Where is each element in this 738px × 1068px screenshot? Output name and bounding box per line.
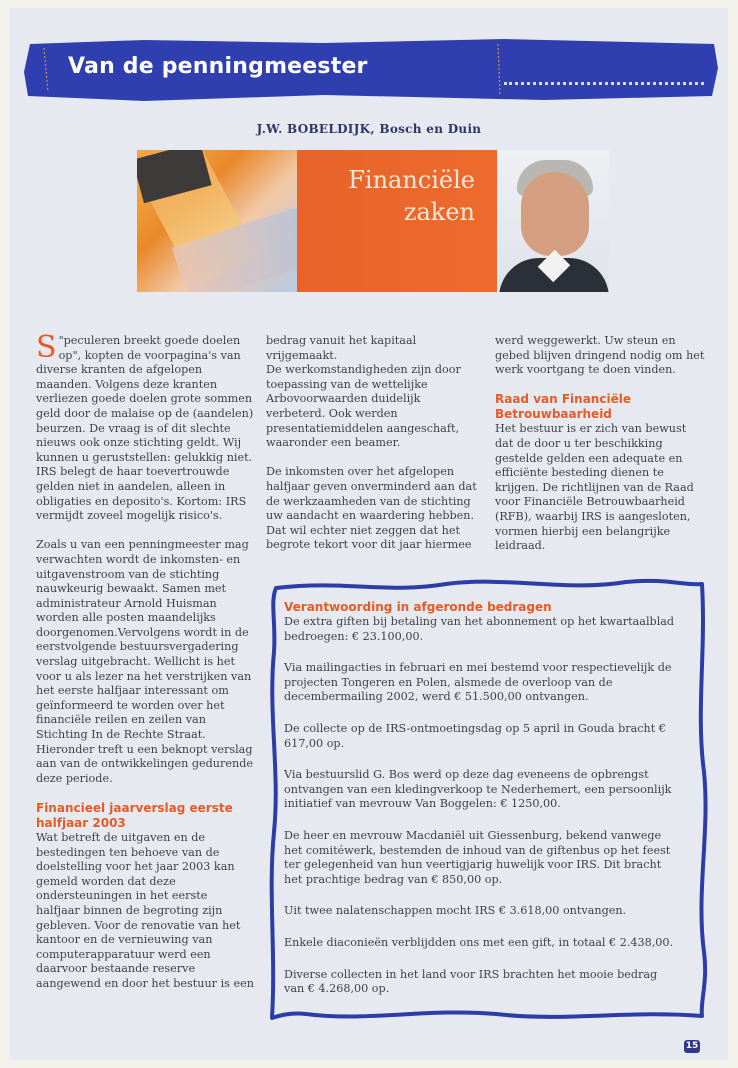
- header-banner: [24, 38, 720, 102]
- header-image: [137, 150, 609, 292]
- paragraph: Zoals u van een penningmeester mag verwachten wordt de inkomsten- en uitgavenstroom van de stichting nauwkeurig bewaakt. Samen met administrateur Arnold Huisman worden alle posten maandelijks doorgenomen.Vervolgens wordt in de eerstvolgende bestuursvergadering verslag uitgebracht. Wellicht is het voor u als lezer na het verstrijken van het eerste halfjaar interessant om geïnformeerd te worden over het financiële reilen en zeilen van Stichting In de Rechte Straat. Hieronder treft u een beknopt verslag aan van de ontwikkelingen gedurende deze periode.: [36, 538, 253, 785]
- banknotes-image: [137, 150, 297, 292]
- image-caption-line2: zaken: [403, 198, 475, 226]
- account-item: De heer en mevrouw Macdaniël uit Giessenburg, bekend vanwege het comitéwerk, bestemden de inhoud van de giftenbus op het feest ter gelegenheid van hun veertigjarig huwelijk voor IRS. Dit bracht het prachtige bedrag van € 850,00 op.: [284, 828, 671, 886]
- account-item: De collecte op de IRS-ontmoetingsdag op 5 april in Gouda bracht € 617,00 op.: [284, 721, 666, 750]
- paragraph: De inkomsten over het afgelopen halfjaar geven onverminderd aan dat de werkzaamheden van de stichting uw aandacht en waardering hebben. Dat wil echter niet zeggen dat het begrote tekort voor dit jaar hiermee: [266, 465, 477, 552]
- paragraph: De werkomstandigheden zijn door toepassing van de wettelijke Arbovoorwaarden duidelijk verbeterd. Ook werden presentatiemiddelen aangeschaft, waaronder een beamer.: [266, 363, 461, 450]
- paragraph: Wat betreft de uitgaven en de bestedingen ten behoeve van de doelstelling voor het jaar 2003 kan gemeld worden dat deze ondersteuningen in het eerste halfjaar binnen de begroting zijn gebleven. Voor de renovatie van het kantoor en de vernieuwing van computerapparatuur werd een daarvoor bestaande reserve aangewend en door het bestuur is een: [36, 831, 254, 990]
- account-item: De extra giften bij betaling van het abonnement op het kwartaalblad bedroegen: € 23.100,00.: [284, 615, 675, 643]
- dropcap: S: [36, 330, 57, 365]
- account-item: Uit twee nalatenschappen mocht IRS € 3.618,00 ontvangen.: [284, 904, 627, 918]
- intro-paragraph: " S peculeren breekt goede doelen op", kopten de voorpagina's van diverse kranten de afgelopen maanden. Volgens deze kranten verliezen goede doelen grote sommen geld door de malaise op de (aandelen) beurzen. De vraag is of dit slechte nieuws ook onze stichting geldt. Wij kunnen u geruststellen: gelukkig niet. IRS belegt de haar toevertrouwde gelden niet in aandelen, alleen in obligaties en deposito's. Kortom: IRS vermijdt zoveel mogelijk risico's.: [36, 330, 254, 523]
- account-item: Diverse collecten in het land voor IRS brachten het mooie bedrag van € 4.268,00 op.: [284, 967, 658, 996]
- author-byline: J.W. BOBELDIJK, Bosch en Duin: [256, 122, 482, 136]
- box-heading: Verantwoording in afgeronde bedragen: [284, 600, 552, 614]
- section-heading: Raad van Financiële Betrouwbaarheid: [495, 392, 631, 422]
- account-item: Enkele diaconieën verblijdden ons met een gift, in totaal € 2.438,00.: [284, 935, 674, 949]
- page-number: 15: [685, 1041, 699, 1051]
- image-caption-panel: [297, 150, 497, 292]
- page-title: Van de penningmeester: [68, 54, 368, 79]
- column-1: [36, 330, 254, 1006]
- account-item: Via bestuurslid G. Bos werd op deze dag eveneens de opbrengst ontvangen van een kledingverkoop te Nederhemert, een persoonlijk initiatief van mevrouw Van Boggelen: € 1250,00.: [284, 768, 672, 811]
- image-caption-line1: Financiële: [348, 166, 475, 194]
- accounts-list: [284, 600, 680, 1014]
- column-3: [495, 334, 707, 568]
- image-caption: [305, 164, 475, 228]
- accounts-box: [266, 572, 710, 1024]
- paragraph: bedrag vanuit het kapitaal vrijgemaakt.: [266, 334, 417, 362]
- paragraph: werd weggewerkt. Uw steun en gebed blijven dringend nodig om het werk voortgang te doen vinden.: [495, 334, 705, 377]
- account-item: Via mailingacties in februari en mei bestemd voor respectievelijk de projecten Tongeren en Polen, alsmede de overloop van de decembermailing 2002, werd € 51.500,00 ontvangen.: [284, 661, 672, 704]
- paragraph: Het bestuur is er zich van bewust dat de door u ter beschikking gestelde gelden een adequate en efficiënte besteding dienen te krijgen. De richtlijnen van de Raad voor Financiële Betrouwbaarheid (RFB), waarbij IRS is aangesloten, vormen hierbij een belangrijke leidraad.: [495, 422, 694, 553]
- author-portrait: [499, 150, 609, 292]
- section-heading: Financieel jaarverslag eerste halfjaar 2003: [36, 801, 233, 830]
- column-2: [266, 334, 480, 568]
- banner-dotted-line: [504, 78, 704, 85]
